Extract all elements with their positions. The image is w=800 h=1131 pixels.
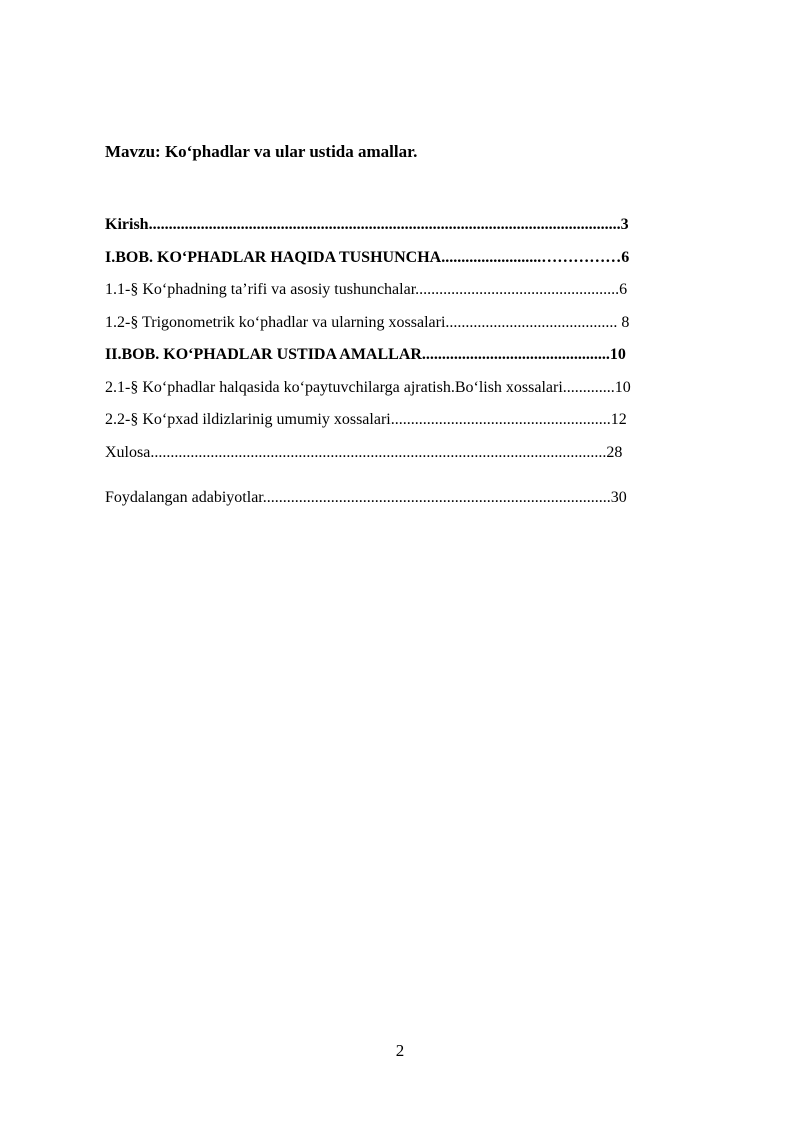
- toc-entry-adabiyotlar: Foydalangan adabiyotlar.......................................................................................30: [105, 489, 627, 506]
- page-number: 2: [395, 1041, 405, 1060]
- toc-entry-kirish: Kirish......................................................................................................................3: [105, 216, 629, 233]
- toc-entry-chapter-2: II.BOB. KO‘PHADLAR USTIDA AMALLAR...............................................10: [105, 346, 626, 363]
- toc-entry-section-1-1: 1.1-§ Ko‘phadning ta’rifi va asosiy tushunchalar...................................................6: [105, 281, 628, 298]
- toc-entry-section-2-1: 2.1-§ Ko‘phadlar halqasida ko‘paytuvchilarga ajratish.Bo‘lish xossalari.............10: [105, 379, 631, 396]
- toc-entry-xulosa: Xulosa..................................................................................................................28: [105, 444, 623, 461]
- toc-entry-section-1-2: 1.2-§ Trigonometrik ko‘phadlar va ularning xossalari........................................... 8: [105, 314, 630, 331]
- toc-entry-chapter-1: I.BOB. KO‘PHADLAR HAQIDA TUSHUNCHA.........................……………6: [105, 249, 630, 266]
- toc-entry-section-2-2: 2.2-§ Ko‘pxad ildizlarinig umumiy xossalari.......................................................12: [105, 411, 627, 428]
- page-title: Mavzu: Ko‘phadlar va ular ustida amallar.: [105, 142, 418, 161]
